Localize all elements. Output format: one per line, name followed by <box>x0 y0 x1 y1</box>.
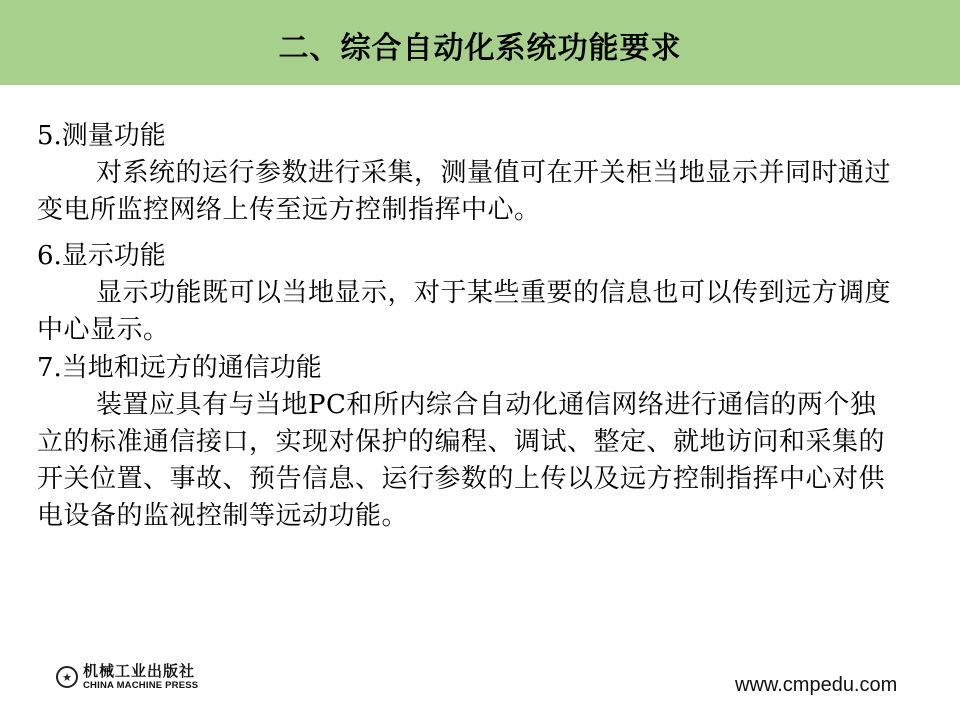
publisher-logo <box>56 664 198 691</box>
section-body-communication: 装置应具有与当地PC和所内综合自动化通信网络进行通信的两个独立的标准通信接口，实现对保护的编程、调试、整定、就地访问和采集的开关位置、事故、预告信息、运行参数的上传以及远方控制指挥中心对供电设备的监视控制等远动功能。 <box>37 390 886 531</box>
section-heading-measurement: 5.测量功能 <box>37 121 166 151</box>
publisher-name <box>83 664 198 691</box>
publisher-emblem-icon: ★ <box>56 666 78 688</box>
website-url: www.cmpedu.com <box>735 674 898 696</box>
section-body-measurement: 对系统的运行参数进行采集，测量值可在开关柜当地显示并同时通过变电所监控网络上传至远方控制指挥中心。 <box>37 158 892 225</box>
publisher-name-en: CHINA MACHINE PRESS <box>83 680 199 691</box>
slide-title: 二、综合自动化系统功能要求 <box>278 30 682 66</box>
publisher-name-cn: 机械工业出版社 <box>83 662 196 680</box>
slide-content <box>37 118 917 535</box>
title-bar <box>0 0 960 85</box>
section-heading-display: 6.显示功能 <box>37 241 166 271</box>
section-heading-communication: 7.当地和远方的通信功能 <box>37 353 322 383</box>
section-body-display: 显示功能既可以当地显示，对于某些重要的信息也可以传到远方调度中心显示。 <box>37 278 892 345</box>
